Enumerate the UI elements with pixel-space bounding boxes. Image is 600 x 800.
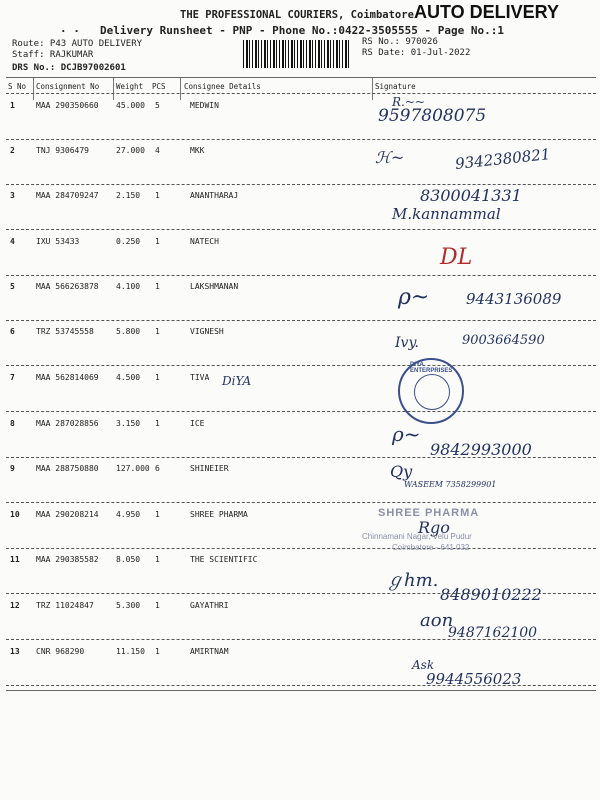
- signature-row-4: DL: [440, 245, 473, 270]
- row-sno: 3: [10, 191, 15, 200]
- row-consignee: SHREE PHARMA: [190, 510, 248, 519]
- table-bottom-border: [6, 690, 596, 691]
- signature-scrawl-13: Ask: [412, 658, 435, 672]
- signature-scrawl-5: ρ~: [398, 285, 430, 310]
- rs-number: RS No.: 970026: [362, 37, 438, 47]
- signature-row-2: 9342380821: [454, 145, 552, 173]
- col-divider: [33, 78, 34, 100]
- shree-pharma-stamp-addr1: Chinnamani Nagar, Velu Pudur: [362, 532, 472, 541]
- signature-scrawl-6: Ivy.: [395, 335, 419, 351]
- signature-row-3-name: M.kannammal: [392, 205, 501, 223]
- route: Route: P43 AUTO DELIVERY: [12, 39, 143, 49]
- row-pcs: 1: [155, 647, 160, 656]
- row-weight: 4.500: [116, 373, 141, 382]
- row-sno: 4: [10, 237, 15, 246]
- header-dots: . .: [60, 22, 80, 35]
- row-weight: 27.000: [116, 146, 145, 155]
- runsheet-title: Delivery Runsheet - PNP - Phone No.:0422-3505555 - Page No.:1: [100, 24, 504, 37]
- row-consignment-no: MAA 290208214: [36, 510, 99, 519]
- col-consignment: Consignment No: [36, 82, 100, 91]
- rs-date: RS Date: 01-Jul-2022: [362, 48, 471, 58]
- row-pcs: 1: [155, 327, 160, 336]
- row-consignment-no: TRZ 11024847: [36, 601, 94, 610]
- signature-row-13: 9944556023: [426, 670, 522, 688]
- row-sno: 5: [10, 282, 15, 291]
- row-divider: [6, 411, 596, 412]
- shree-pharma-stamp-title: SHREE PHARMA: [378, 507, 480, 519]
- drs-number: DRS No.: DCJB97002601: [12, 63, 126, 73]
- row-divider: [6, 365, 596, 366]
- row-divider: [6, 320, 596, 321]
- row-pcs: 1: [155, 555, 160, 564]
- shree-pharma-stamp-addr2: Coimbatore - 641 032: [392, 543, 470, 552]
- row-consignee: ICE: [190, 419, 205, 428]
- row-pcs: 1: [155, 373, 160, 382]
- signature-scrawl-11: ℊhm.: [386, 570, 439, 591]
- signature-scrawl-10: Rgo: [418, 518, 450, 537]
- row-sno: 2: [10, 146, 15, 155]
- row-pcs: 1: [155, 191, 160, 200]
- signature-scrawl-12: aon: [420, 610, 454, 631]
- row-pcs: 1: [155, 510, 160, 519]
- row-weight: 0.250: [116, 237, 141, 246]
- col-signature: Signature: [375, 82, 416, 91]
- row-consignment-no: MAA 566263878: [36, 282, 99, 291]
- row-weight: 127.000: [116, 464, 150, 473]
- row-consignee: SHINEIER: [190, 464, 229, 473]
- row-pcs: 1: [155, 282, 160, 291]
- row-consignee: NATECH: [190, 237, 219, 246]
- col-sno: S No: [8, 82, 27, 91]
- signature-row-12: 9487162100: [448, 625, 538, 641]
- row-consignee: GAYATHRI: [190, 601, 229, 610]
- row-consignment-no: MAA 284709247: [36, 191, 99, 200]
- row-consignee: VIGNESH: [190, 327, 224, 336]
- col-divider: [113, 78, 114, 100]
- row-consignment-no: TNJ 9306479: [36, 146, 89, 155]
- signature-scrawl: R.~~: [392, 95, 425, 109]
- row-sno: 13: [10, 647, 20, 656]
- row-weight: 11.150: [116, 647, 145, 656]
- row-pcs: 1: [155, 237, 160, 246]
- annotation-diya: DiYA: [222, 374, 252, 388]
- row-divider: [6, 275, 596, 276]
- row-pcs: 6: [155, 464, 160, 473]
- row-sno: 11: [10, 555, 20, 564]
- signature-scrawl-9: Qy: [390, 462, 413, 481]
- signature-scrawl-8: ρ~: [392, 422, 421, 446]
- row-divider: [6, 502, 596, 503]
- diya-enterprises-stamp: DIYA ENTERPRISES: [398, 358, 464, 424]
- row-consignment-no: MAA 290350660: [36, 101, 99, 110]
- row-consignee: MEDWIN: [190, 101, 219, 110]
- row-consignee: THE SCIENTIFIC: [190, 555, 258, 564]
- signature-row-6: 9003664590: [462, 333, 545, 348]
- row-sno: 7: [10, 373, 15, 382]
- row-divider: [6, 229, 596, 230]
- row-consignment-no: IXU 53433: [36, 237, 80, 246]
- row-consignment-no: MAA 562814069: [36, 373, 99, 382]
- signature-row-1: 9597808075: [378, 106, 487, 126]
- row-pcs: 1: [155, 601, 160, 610]
- col-pcs: PCS: [152, 82, 166, 91]
- signature-row-3: 8300041331: [420, 186, 522, 205]
- row-weight: 4.950: [116, 510, 141, 519]
- row-consignee: TIVA: [190, 373, 210, 382]
- row-weight: 3.150: [116, 419, 141, 428]
- row-consignee: MKK: [190, 146, 205, 155]
- signature-scrawl-2: ℋ~: [375, 148, 405, 167]
- company-name: THE PROFESSIONAL COURIERS, Coimbatore: [180, 9, 414, 21]
- col-consignee: Consignee Details: [184, 82, 261, 91]
- signature-row-5: 9443136089: [466, 290, 562, 308]
- row-sno: 1: [10, 101, 15, 110]
- signature-row-9: WASEEM 7358299901: [404, 480, 497, 489]
- col-divider: [372, 78, 373, 100]
- col-divider: [180, 78, 181, 100]
- row-weight: 45.000: [116, 101, 145, 110]
- row-sno: 8: [10, 419, 15, 428]
- row-weight: 5.800: [116, 327, 141, 336]
- row-weight: 4.100: [116, 282, 141, 291]
- row-sno: 12: [10, 601, 20, 610]
- row-consignee: LAKSHMANAN: [190, 282, 239, 291]
- row-divider: [6, 184, 596, 185]
- col-weight: Weight: [116, 82, 144, 91]
- table-top-border: [6, 77, 596, 78]
- row-consignee: AMIRTNAM: [190, 647, 229, 656]
- row-consignment-no: MAA 287028856: [36, 419, 99, 428]
- barcode: [243, 40, 351, 68]
- row-pcs: 1: [155, 419, 160, 428]
- row-pcs: 4: [155, 146, 160, 155]
- signature-row-11: 8489010222: [440, 585, 542, 604]
- row-sno: 6: [10, 327, 15, 336]
- row-sno: 10: [10, 510, 20, 519]
- row-consignment-no: MAA 290385582: [36, 555, 99, 564]
- row-weight: 2.150: [116, 191, 141, 200]
- row-divider: [6, 548, 596, 549]
- row-consignment-no: TRZ 53745558: [36, 327, 94, 336]
- row-consignment-no: CNR 968290: [36, 647, 85, 656]
- header-divider: [6, 93, 596, 94]
- row-consignment-no: MAA 288750880: [36, 464, 99, 473]
- signature-row-8: 9842993000: [430, 440, 532, 459]
- row-weight: 8.050: [116, 555, 141, 564]
- row-sno: 9: [10, 464, 15, 473]
- auto-delivery-stamp: AUTO DELIVERY: [414, 2, 560, 22]
- row-divider: [6, 139, 596, 140]
- row-pcs: 5: [155, 101, 160, 110]
- row-consignee: ANANTHARAJ: [190, 191, 239, 200]
- staff: Staff: RAJKUMAR: [12, 50, 94, 60]
- row-weight: 5.300: [116, 601, 141, 610]
